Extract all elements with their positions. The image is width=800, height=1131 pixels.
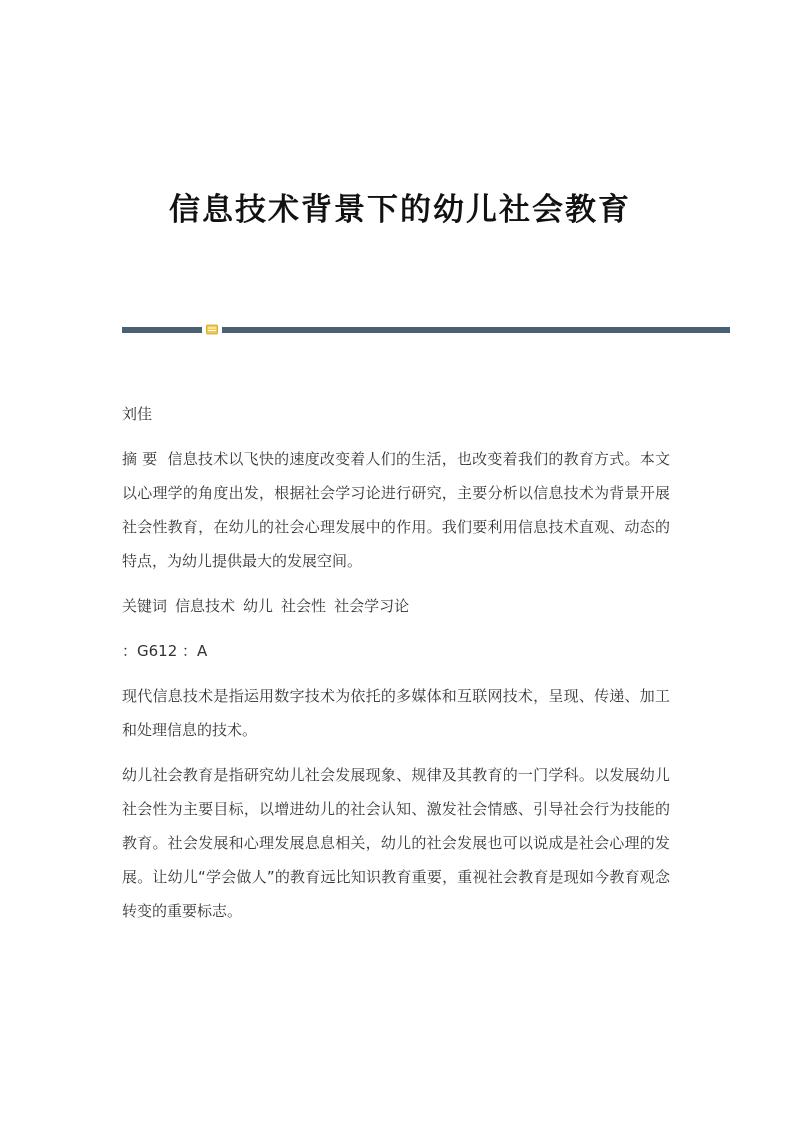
title-divider xyxy=(122,326,730,334)
divider-bar-right xyxy=(222,327,730,333)
abstract-label: 摘 要 xyxy=(122,450,158,468)
page-title: 信息技术背景下的幼儿社会教育 xyxy=(169,192,631,228)
abstract-paragraph xyxy=(122,442,670,578)
envelope-ornament-icon xyxy=(206,324,218,335)
keywords-label: 关键词 xyxy=(122,597,168,615)
divider-bar-left xyxy=(122,327,202,333)
keyword: 信息技术 xyxy=(175,597,236,615)
article-body xyxy=(122,397,670,939)
body-paragraph: 现代信息技术是指运用数字技术为依托的多媒体和互联网技术，呈现、传递、加工和处理信息的技术。 xyxy=(122,687,670,739)
classification-line: ：G612 ：A xyxy=(122,642,208,660)
abstract-text: 信息技术以飞快的速度改变着人们的生活，也改变着我们的教育方式。本文以心理学的角度出发，根据社会学习论进行研究，主要分析以信息技术为背景开展社会性教育，在幼儿的社会心理发展中的作用。我们要利用信息技术直观、动态的特点，为幼儿提供最大的发展空间。 xyxy=(122,450,670,570)
author-name: 刘佳 xyxy=(122,405,153,423)
keyword: 幼儿 xyxy=(243,597,274,615)
keywords-line xyxy=(122,589,670,623)
keyword: 社会学习论 xyxy=(334,597,410,615)
keyword: 社会性 xyxy=(281,597,327,615)
body-paragraph: 幼儿社会教育是指研究幼儿社会发展现象、规律及其教育的一门学科。以发展幼儿社会性为主要目标，以增进幼儿的社会认知、激发社会情感、引导社会行为技能的教育。社会发展和心理发展息息相关，幼儿的社会发展也可以说成是社会心理的发展。让幼儿“学会做人”的教育远比知识教育重要，重视社会教育是现如今教育观念转变的重要标志。 xyxy=(122,766,670,920)
